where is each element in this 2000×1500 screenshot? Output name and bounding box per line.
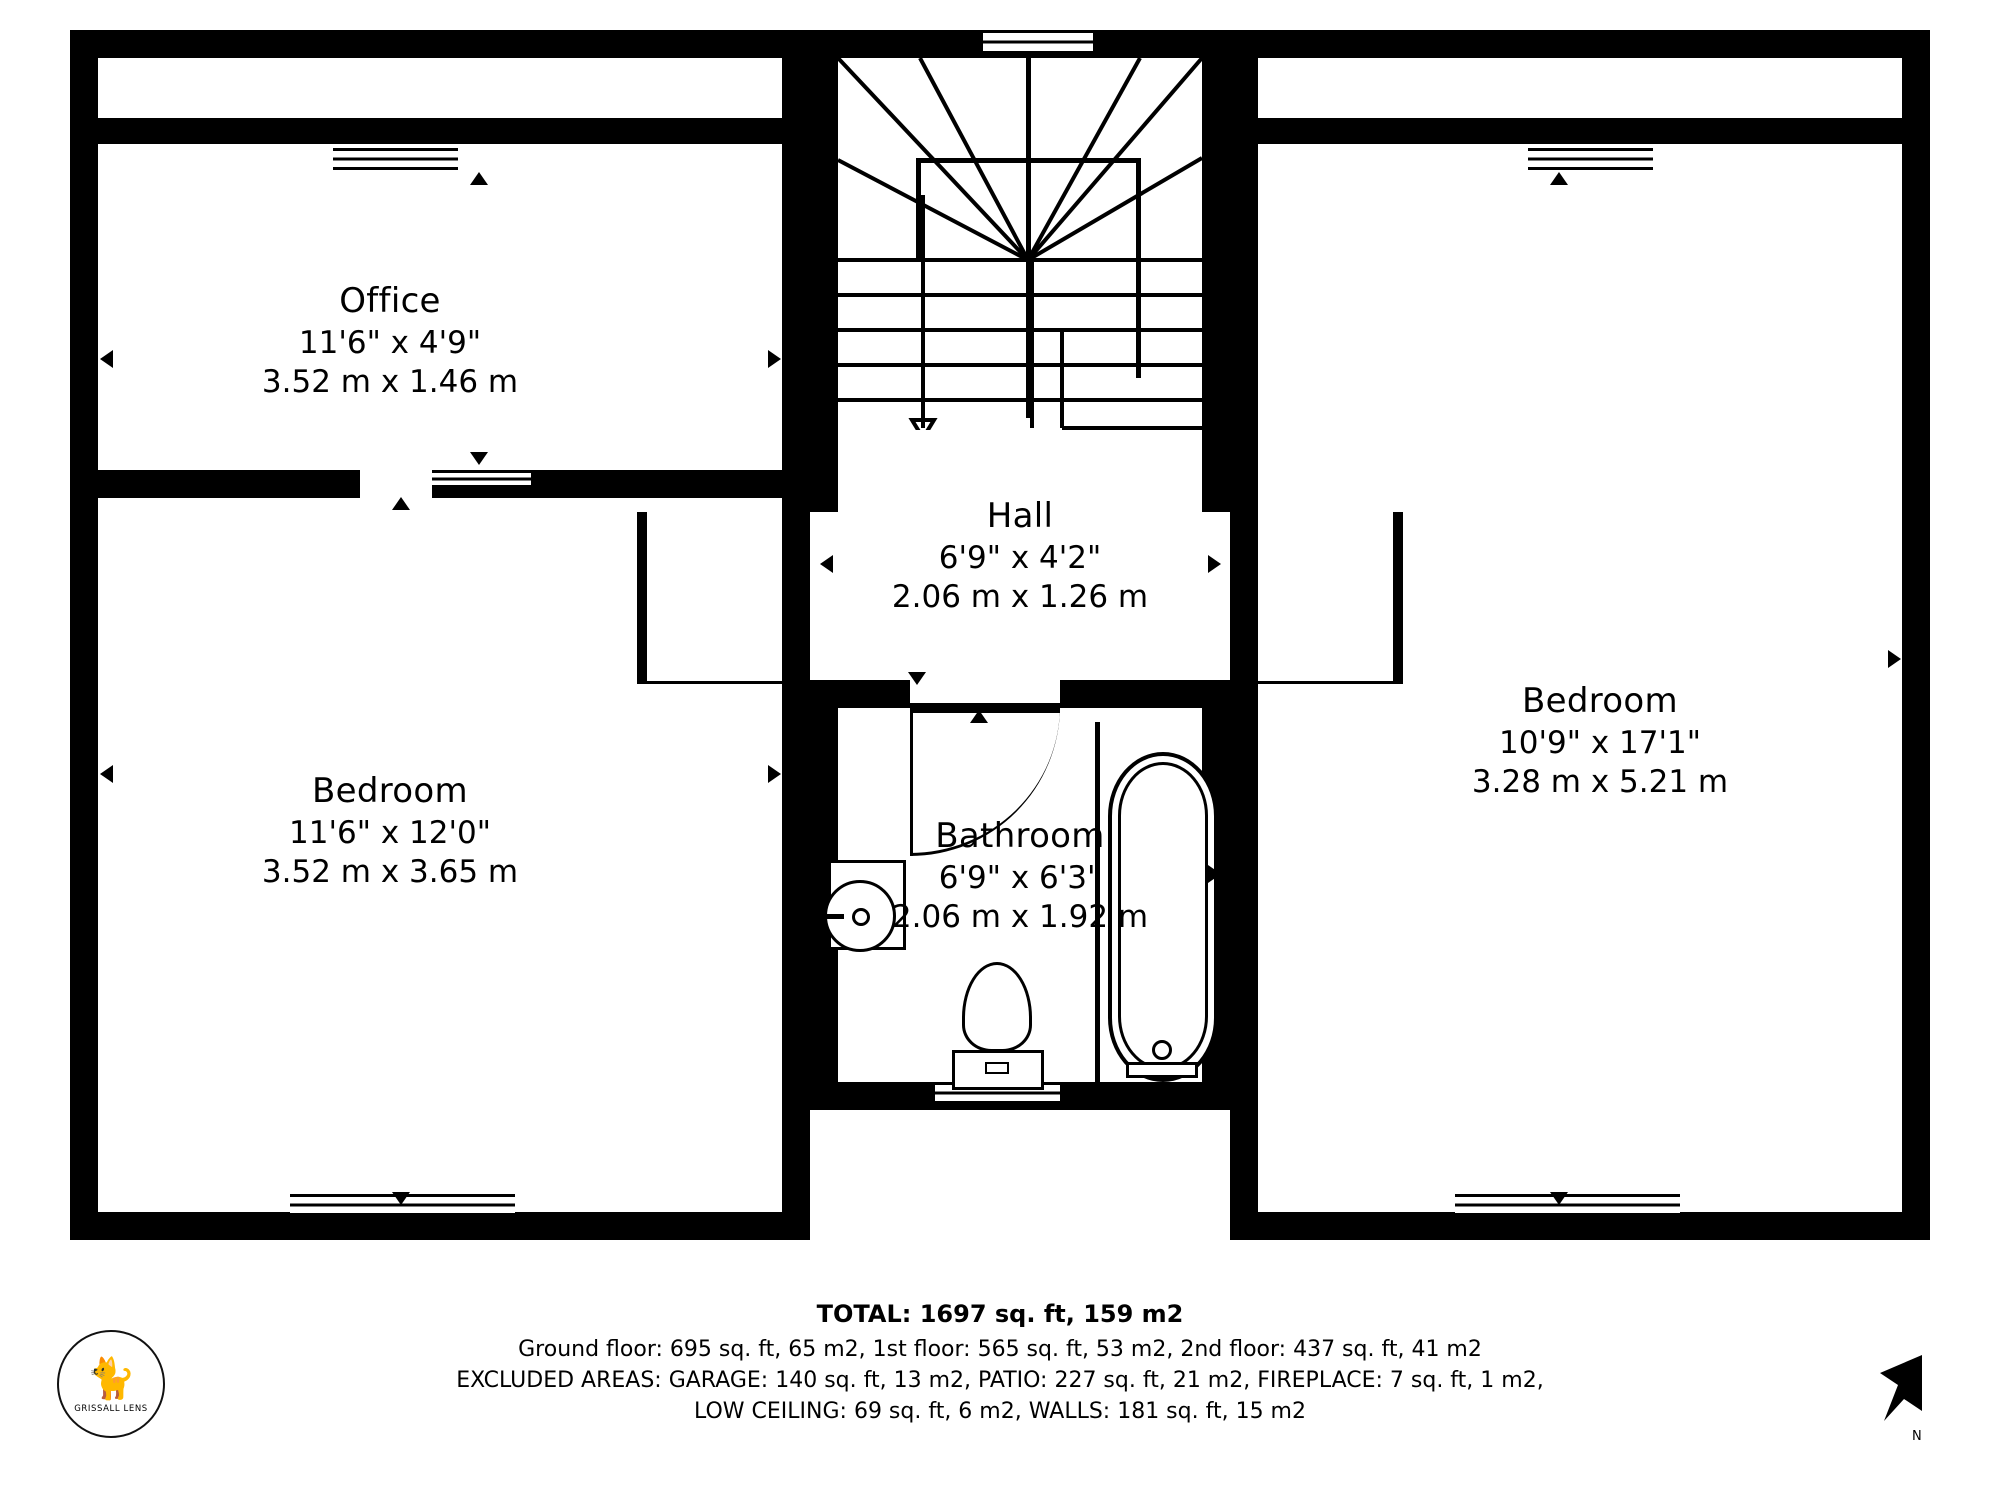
area-floors: Ground floor: 695 sq. ft, 65 m2, 1st floor: 565 sq. ft, 53 m2, 2nd floor: 437 sq. ft, 41 m2 (518, 1337, 1482, 1362)
hall-dim-metric: 2.06 m x 1.26 m (891, 579, 1149, 616)
toilet-flush-button (985, 1062, 1009, 1074)
dim-arrow-bathroom-east (1208, 865, 1221, 883)
wall-office-north-inner (98, 118, 782, 144)
bathroom-name: Bathroom (935, 816, 1105, 856)
compass-north (1878, 1355, 1938, 1445)
door-gap-hall-bedroom-right (1202, 512, 1230, 680)
dim-arrow-hall-east (1208, 555, 1221, 573)
cat-icon: 🐈 (86, 1355, 136, 1402)
dim-arrow-bedroom-right-north (1550, 172, 1568, 185)
room-label-bedroom-right (1450, 680, 1750, 803)
door-gap-office-bedroom (360, 470, 432, 498)
area-summary (0, 1300, 2000, 1428)
bedroom-left-dim-metric: 3.52 m x 3.65 m (261, 854, 519, 891)
bedroom-left-dim-imperial: 11'6" x 12'0" (289, 814, 491, 851)
bathtub-drain (1152, 1040, 1172, 1060)
window-office-north (333, 148, 458, 170)
door-gap-hall-bedroom-left (810, 512, 838, 680)
brand-logo (57, 1330, 165, 1438)
room-label-bathroom (870, 815, 1170, 938)
dim-arrow-bedroom-left-north (392, 497, 410, 510)
toilet-bowl (962, 962, 1032, 1052)
bedroom-left-name: Bedroom (312, 771, 468, 811)
bedroom-right-name: Bedroom (1522, 681, 1678, 721)
bedroom-right-dim-metric: 3.28 m x 5.21 m (1471, 764, 1729, 801)
area-excluded-2: LOW CEILING: 69 sq. ft, 6 m2, WALLS: 181 sq. ft, 15 m2 (694, 1399, 1306, 1425)
dim-arrow-bedroom-left-east (768, 765, 781, 783)
wall-left-west (70, 30, 98, 1240)
bathtub-taps (1126, 1062, 1198, 1078)
dim-arrow-bedroom-left-west (100, 765, 113, 783)
room-label-office (240, 280, 540, 403)
door-leaf-hall-bedroom-left (637, 512, 647, 684)
wall-right-south (1230, 1212, 1930, 1240)
bedroom-right-dim-imperial: 10'9" x 17'1" (1499, 724, 1701, 761)
dim-arrow-bedroom-left-south (392, 1192, 410, 1205)
dim-arrow-office-south (470, 452, 488, 465)
dim-arrow-bedroom-right-south (1550, 1192, 1568, 1205)
north-arrow-icon (1878, 1355, 1938, 1433)
dim-arrow-bedroom-right-east (1888, 650, 1901, 668)
room-label-hall (870, 495, 1170, 618)
office-upper-void (98, 58, 782, 118)
office-name: Office (339, 281, 441, 321)
window-bedroom-right-north (1528, 148, 1653, 170)
right-upper-void (1258, 58, 1902, 118)
wall-left-south (70, 1212, 810, 1240)
dim-arrow-office-east (768, 350, 781, 368)
wall-right-top (1230, 30, 1930, 58)
dim-arrow-office-north (470, 172, 488, 185)
dim-arrow-hall-west (820, 555, 833, 573)
wall-left-top (70, 30, 810, 58)
stair-winder-lines (810, 30, 1230, 430)
hall-name: Hall (986, 496, 1054, 536)
dim-arrow-bathroom-north (970, 710, 988, 723)
sink-tap-stem (818, 914, 844, 919)
hall-dim-imperial: 6'9" x 4'2" (938, 539, 1102, 576)
window-office-internal (428, 470, 531, 488)
sink-tap (852, 908, 870, 926)
bathroom-dim-imperial: 6'9" x 6'3" (938, 859, 1102, 896)
dim-arrow-hall-south (908, 672, 926, 685)
area-excluded-1: EXCLUDED AREAS: GARAGE: 140 sq. ft, 13 m2, PATIO: 227 sq. ft, 21 m2, FIREPLACE: 7 sq. ft, 1 m2, (456, 1368, 1544, 1394)
area-total: TOTAL: 1697 sq. ft, 159 m2 (816, 1300, 1184, 1328)
room-label-bedroom-left (240, 770, 540, 893)
compass-label: N (1912, 1429, 1922, 1444)
door-leaf-hall-bedroom-right (1393, 512, 1403, 684)
bathroom-dim-metric: 2.06 m x 1.92 m (891, 899, 1149, 936)
office-dim-imperial: 11'6" x 4'9" (298, 324, 482, 361)
dim-arrow-office-west (100, 350, 113, 368)
office-dim-metric: 3.52 m x 1.46 m (261, 364, 519, 401)
brand-name: GRISSALL LENS (74, 1403, 148, 1414)
wall-right-north-inner (1258, 118, 1902, 144)
wall-right-east (1902, 30, 1930, 1240)
